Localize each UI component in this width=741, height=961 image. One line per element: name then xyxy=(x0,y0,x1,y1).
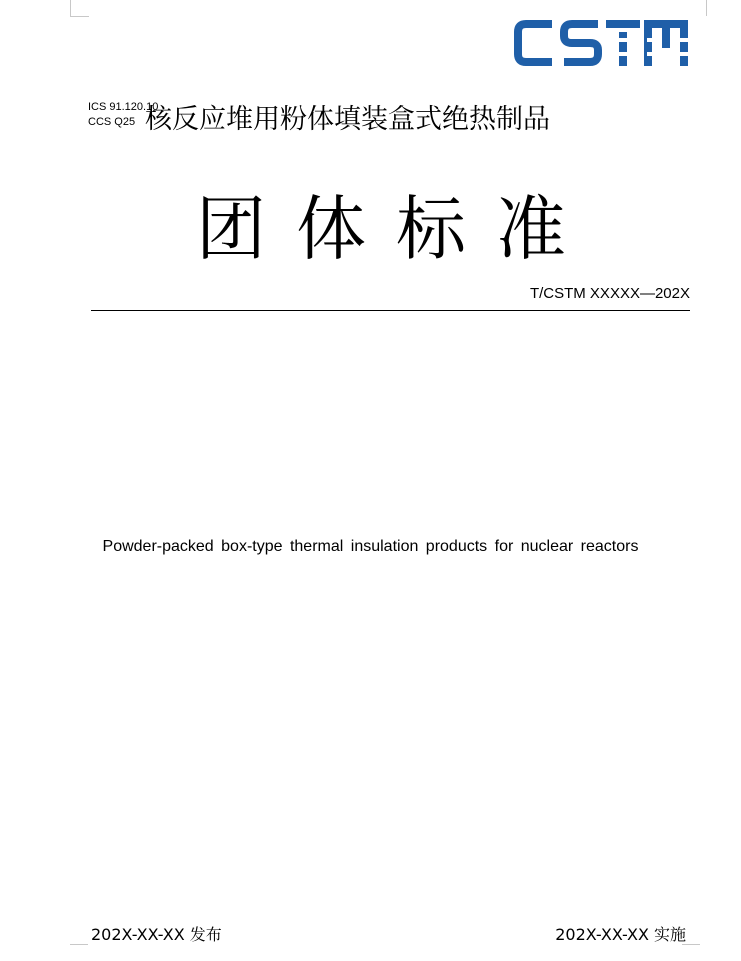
logo-letter-m xyxy=(648,24,684,66)
crop-mark-top-right xyxy=(688,0,707,16)
crop-mark-bottom-left xyxy=(70,944,88,961)
logo-letter-t-stem xyxy=(619,32,627,66)
product-title-cn: 核反应堆用粉体填装盒式绝热制品 xyxy=(145,104,550,135)
logo-letter-s xyxy=(564,24,598,62)
logo-letter-c xyxy=(518,24,552,62)
issue-date: 202X-XX-XX 发布 xyxy=(91,925,222,944)
product-title-en: Powder-packed box-type thermal insulation products for nuclear reactors xyxy=(102,538,639,555)
ics-code: ICS 91.120.10 xyxy=(88,101,159,113)
header-divider xyxy=(91,310,690,311)
crop-mark-bottom-right xyxy=(682,944,700,961)
implementation-date: 202X-XX-XX 实施 xyxy=(555,925,686,944)
ccs-code: CCS Q25 xyxy=(88,116,136,128)
standard-number: T/CSTM XXXXX—202X xyxy=(529,285,690,302)
crop-mark-top-left xyxy=(70,0,89,17)
logo-letter-t-bar xyxy=(606,20,640,28)
standard-type-heading: 团体标准 xyxy=(196,188,596,270)
cstm-logo xyxy=(512,16,690,70)
